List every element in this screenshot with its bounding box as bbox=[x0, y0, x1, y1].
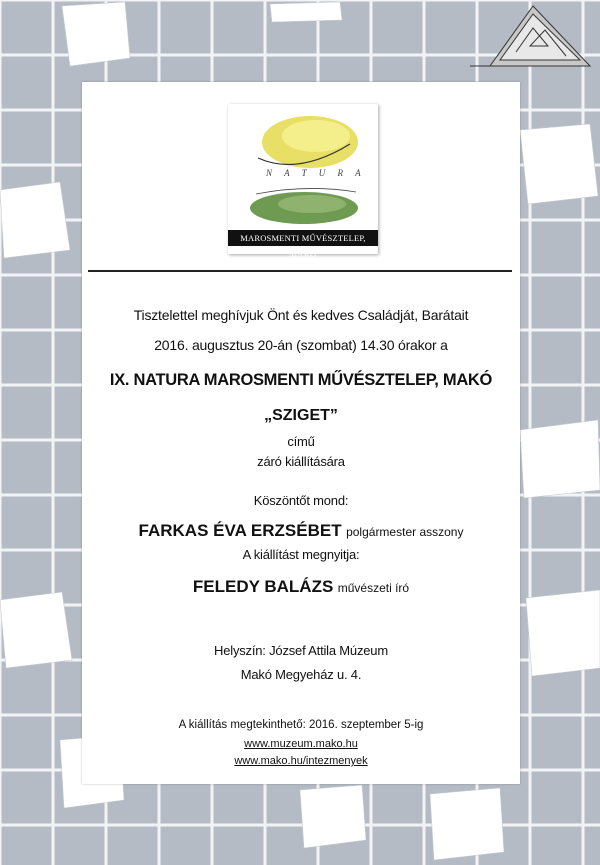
natura-wordmark: N A T U R A bbox=[266, 168, 366, 178]
line-zaro: záró kiállítására bbox=[257, 454, 345, 469]
speaker-1-role: polgármester asszony bbox=[346, 525, 464, 539]
museum-link[interactable]: www.muzeum.mako.hu bbox=[244, 738, 358, 750]
exhibition-name: „SZIGET” bbox=[264, 407, 338, 424]
greeting-label: Köszöntőt mond: bbox=[253, 493, 349, 508]
speaker-2-role: művészeti író bbox=[337, 581, 410, 595]
paper-scrap bbox=[300, 785, 366, 848]
speaker-1 bbox=[82, 521, 520, 541]
opener-label: A kiállítást megnyitja: bbox=[242, 547, 360, 562]
events-link[interactable]: www.mako.hu/intezmenyek bbox=[234, 755, 368, 767]
venue-line-1: Helyszín: József Attila Múzeum bbox=[214, 643, 388, 658]
invitation-card bbox=[82, 82, 520, 784]
event-title: IX. NATURA MAROSMENTI MŰVÉSZTELEP, MAKÓ bbox=[109, 371, 493, 389]
speaker-2 bbox=[82, 577, 520, 597]
speaker-2-name: FELEDY BALÁZS bbox=[192, 577, 334, 596]
paper-scrap bbox=[62, 2, 130, 66]
paper-scrap bbox=[526, 590, 600, 676]
paper-scrap bbox=[0, 182, 70, 258]
invite-line-2: 2016. augusztus 20-án (szombat) 14.30 órakor a bbox=[154, 337, 448, 353]
paper-scrap bbox=[520, 420, 600, 498]
divider bbox=[88, 270, 512, 272]
logo-caption: MAROSMENTI MŰVÉSZTELEP, MAKÓ bbox=[228, 230, 378, 246]
venue-line-2: Makó Megyeház u. 4. bbox=[240, 667, 362, 682]
paper-scrap bbox=[430, 788, 504, 860]
paper-scrap bbox=[0, 592, 72, 668]
line-cimu: című bbox=[287, 434, 315, 449]
viewable-until: A kiállítás megtekinthető: 2016. szeptember 5-ig bbox=[178, 719, 424, 731]
paper-scrap bbox=[270, 2, 342, 22]
natura-logo bbox=[228, 104, 378, 259]
speaker-1-name: FARKAS ÉVA ERZSÉBET bbox=[138, 521, 342, 540]
invite-line-1: Tisztelettel meghívjuk Önt és kedves Családját, Barátait bbox=[133, 307, 469, 323]
paper-scrap bbox=[520, 124, 598, 204]
